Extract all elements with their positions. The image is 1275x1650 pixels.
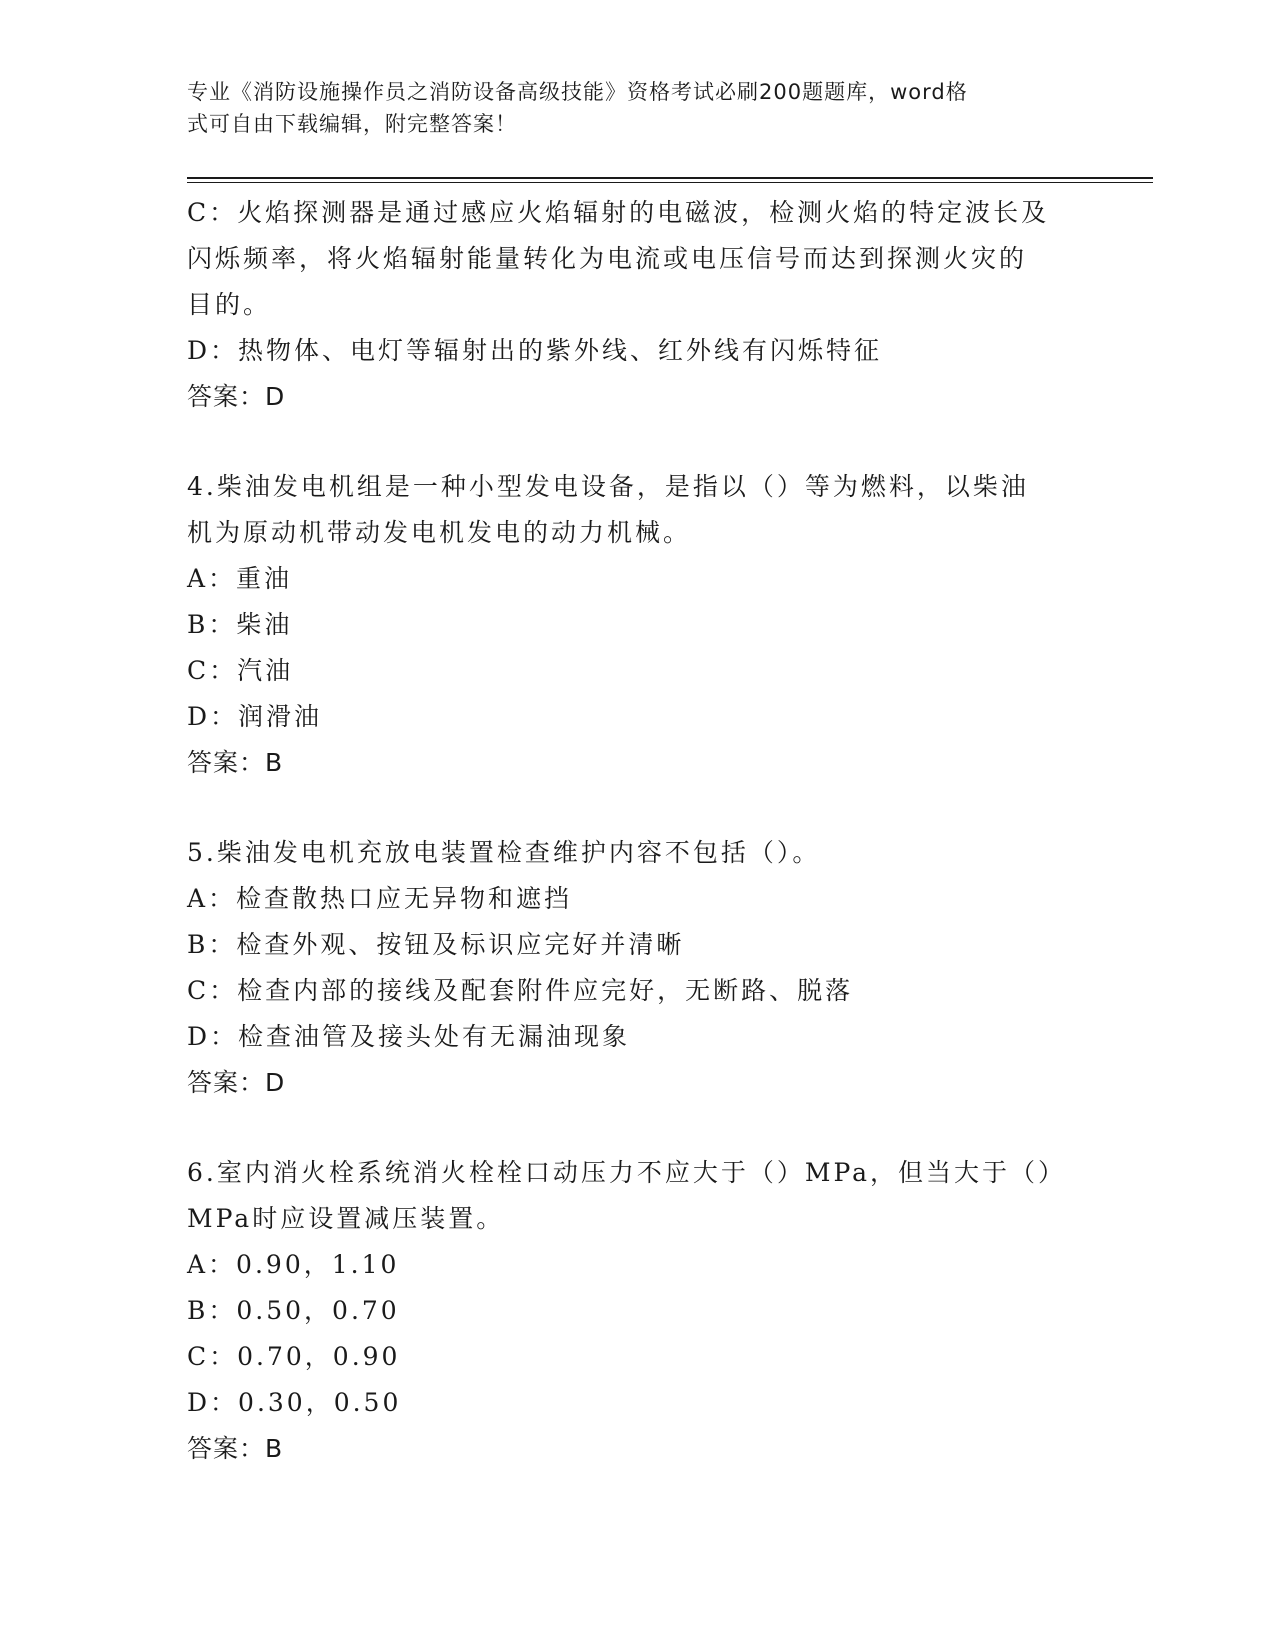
q5-option-d: D：检查油管及接头处有无漏油现象 xyxy=(187,1022,631,1051)
q4-option-b: B：柴油 xyxy=(187,610,293,639)
spacer xyxy=(187,786,1067,830)
q6-option-c: C：0.70，0.90 xyxy=(187,1342,401,1371)
q6-option-b: B：0.50，0.70 xyxy=(187,1296,400,1325)
question-3-tail xyxy=(187,190,1067,420)
q5-stem-line-1: 5.柴油发电机充放电装置检查维护内容不包括（）。 xyxy=(187,838,821,867)
q6-stem-line-2: MPa时应设置减压装置。 xyxy=(187,1204,505,1233)
header-divider-thin xyxy=(187,182,1153,183)
q5-option-c: C：检查内部的接线及配套附件应完好，无断路、脱落 xyxy=(187,976,854,1005)
question-list xyxy=(187,190,1067,1472)
page-header xyxy=(187,76,1067,140)
q3-option-d: D：热物体、电灯等辐射出的紫外线、红外线有闪烁特征 xyxy=(187,336,883,365)
q6-answer: 答案：B xyxy=(187,1434,284,1463)
q5-option-b: B：检查外观、按钮及标识应完好并清晰 xyxy=(187,930,685,959)
q4-option-c: C：汽油 xyxy=(187,656,294,685)
q4-option-a: A：重油 xyxy=(187,564,293,593)
question-6 xyxy=(187,1150,1067,1472)
spacer xyxy=(187,420,1067,464)
q3-answer: 答案：D xyxy=(187,382,286,411)
spacer xyxy=(187,1106,1067,1150)
q6-option-d: D：0.30，0.50 xyxy=(187,1388,402,1417)
q6-option-a: A：0.90，1.10 xyxy=(187,1250,400,1279)
question-4 xyxy=(187,464,1067,786)
q5-answer: 答案：D xyxy=(187,1068,286,1097)
header-line-2: 式可自由下载编辑，附完整答案！ xyxy=(187,112,517,136)
q4-stem-line-2: 机为原动机带动发电机发电的动力机械。 xyxy=(187,518,692,547)
q4-stem-line-1: 4.柴油发电机组是一种小型发电设备，是指以（）等为燃料，以柴油 xyxy=(187,472,1029,501)
question-5 xyxy=(187,830,1067,1106)
q3-option-c-line-3: 目的。 xyxy=(187,290,272,319)
q6-stem-line-1: 6.室内消火栓系统消火栓栓口动压力不应大于（）MPa，但当大于（） xyxy=(187,1158,1067,1187)
header-line-1: 专业《消防设施操作员之消防设备高级技能》资格考试必刷200题题库，word格 xyxy=(187,80,968,104)
q5-option-a: A：检查散热口应无异物和遮挡 xyxy=(187,884,573,913)
header-divider-thick xyxy=(187,177,1153,179)
q3-option-c-line-1: C：火焰探测器是通过感应火焰辐射的电磁波，检测火焰的特定波长及 xyxy=(187,198,1050,227)
q3-option-c-line-2: 闪烁频率，将火焰辐射能量转化为电流或电压信号而达到探测火灾的 xyxy=(187,244,1028,273)
q4-answer: 答案：B xyxy=(187,748,284,777)
q4-option-d: D：润滑油 xyxy=(187,702,323,731)
